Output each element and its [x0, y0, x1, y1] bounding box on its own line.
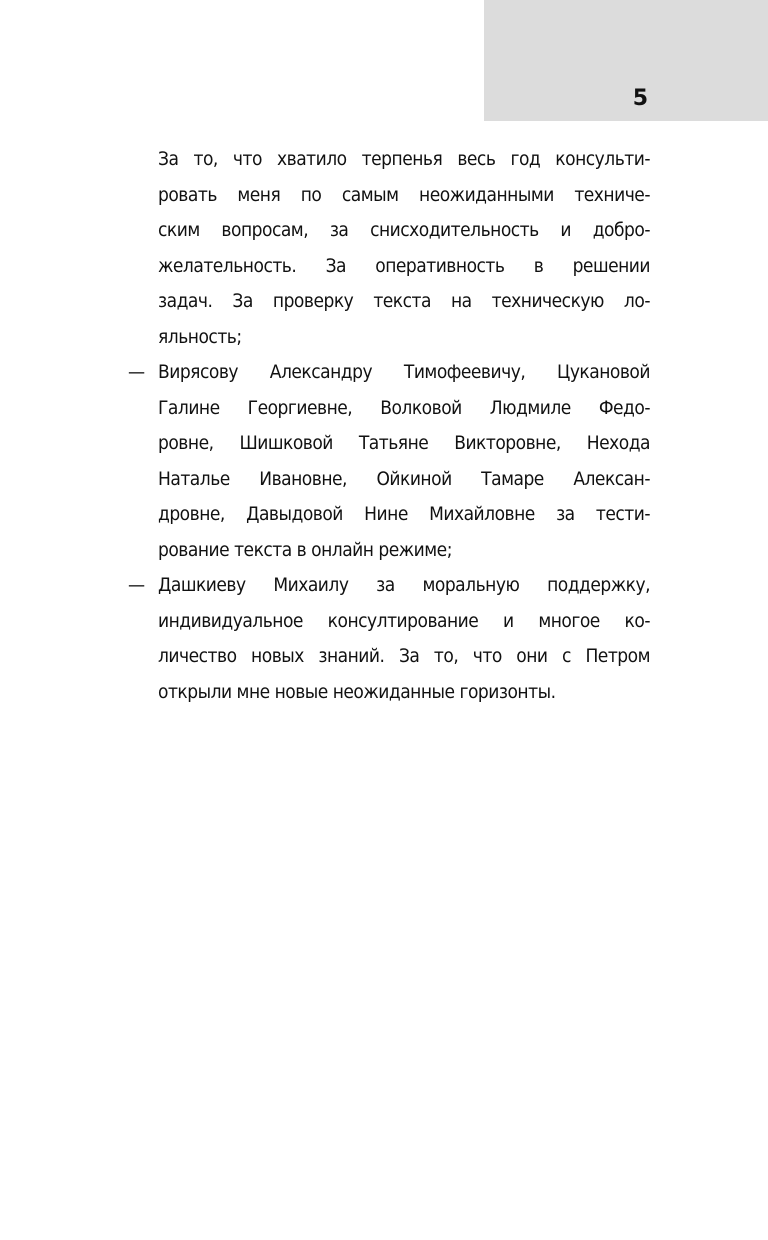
text-line: ровне, Шишковой Татьяне Викторовне, Нехода	[158, 432, 650, 454]
page-number-tab	[484, 0, 768, 121]
text-line: ским вопросам, за снисходительность и добро-	[158, 219, 650, 241]
text-line: Вирясову Александру Тимофеевичу, Цукановой	[158, 361, 650, 383]
text-line: дровне, Давыдовой Нине Михайловне за тести-	[158, 503, 650, 525]
text-line: рование текста в онлайн режиме;	[158, 538, 452, 561]
paragraph-2	[128, 355, 650, 568]
text-line: личество новых знаний. За то, что они с Петром	[158, 645, 650, 667]
list-dash: —	[128, 574, 145, 596]
body-text	[128, 142, 650, 710]
text-line: Дашкиеву Михаилу за моральную поддержку,	[158, 574, 650, 596]
text-line: ровать меня по самым неожиданными техниче-	[158, 183, 650, 206]
text-line: открыли мне новые неожиданные горизонты.	[158, 680, 556, 703]
text-line: задач. За проверку текста на техническую ло-	[158, 290, 650, 312]
text-line: Галине Георгиевне, Волковой Людмиле Федо-	[158, 396, 650, 419]
text-line: яльность;	[158, 325, 242, 348]
text-line: Наталье Ивановне, Ойкиной Тамаре Алексан-	[158, 467, 650, 490]
text-line: желательность. За оперативность в решении	[158, 254, 650, 277]
list-dash: —	[128, 361, 145, 383]
paragraph-3	[128, 568, 650, 710]
text-line: За то, что хватило терпенья весь год консульти-	[158, 148, 650, 170]
text-line: индивидуальное консултирование и многое ко-	[158, 609, 650, 632]
page-number: 5	[632, 86, 648, 111]
paragraph-1	[158, 142, 650, 355]
